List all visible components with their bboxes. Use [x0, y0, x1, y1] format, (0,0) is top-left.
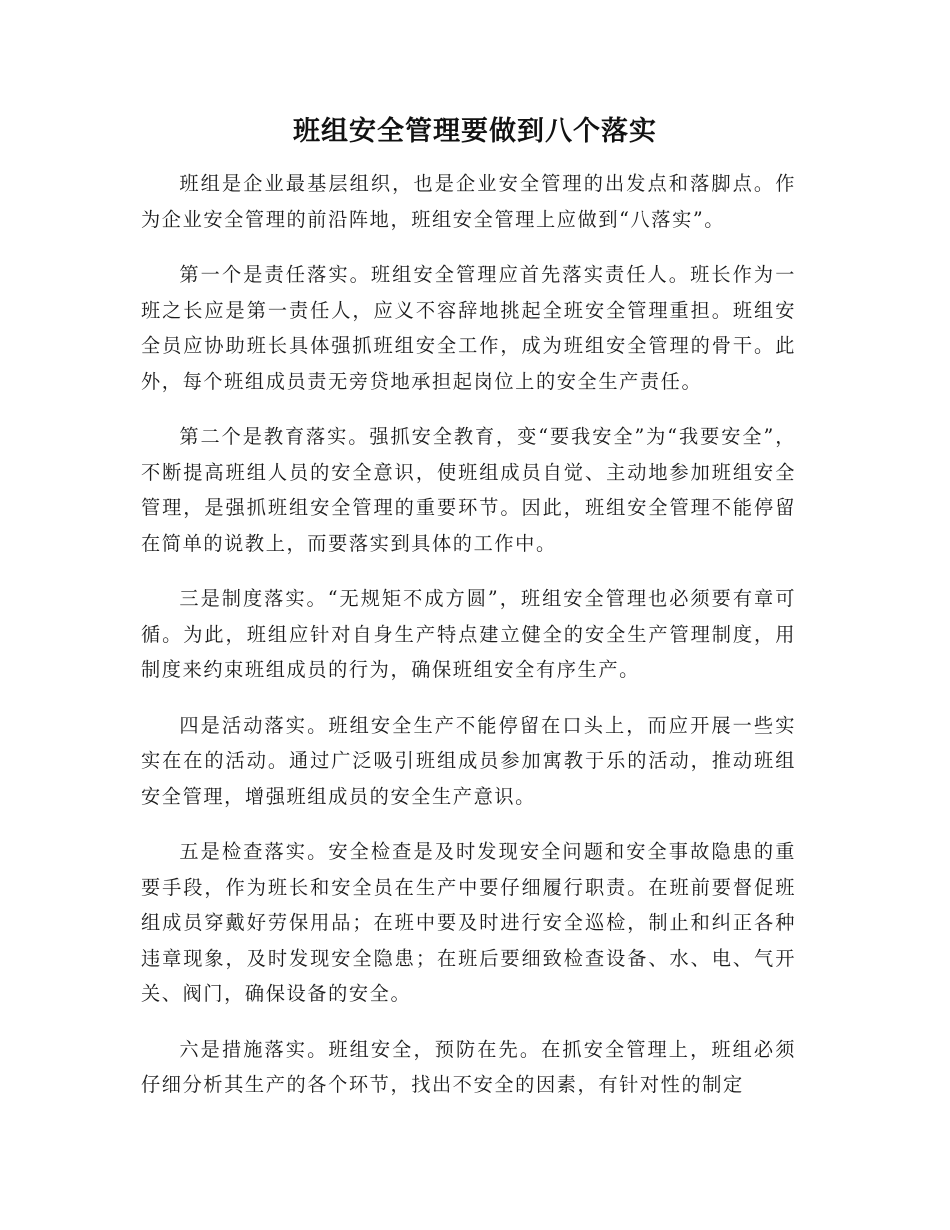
paragraph-activity: 四是活动落实。班组安全生产不能停留在口头上，而应开展一些实实在在的活动。通过广泛吸引班组成员参加寓教于乐的活动，推动班组安全管理，增强班组成员的安全生产意识。	[141, 713, 796, 808]
document-body	[141, 166, 796, 1123]
paragraph-education: 第二个是教育落实。强抓安全教育，变“要我安全”为“我要安全”，不断提高班组人员的安全意识，使班组成员自觉、主动地参加班组安全管理，是强抓班组安全管理的重要环节。因此，班组安全管理不能停留在简单的说教上，而要落实到具体的工作中。	[141, 425, 796, 555]
document-title: 班组安全管理要做到八个落实	[293, 116, 657, 147]
paragraph-measures: 六是措施落实。班组安全，预防在先。在抓安全管理上，班组必须仔细分析其生产的各个环节，找出不安全的因素，有针对性的制定	[141, 1037, 796, 1096]
paragraph-intro: 班组是企业最基层组织，也是企业安全管理的出发点和落脚点。作为企业安全管理的前沿阵地，班组安全管理上应做到“八落实”。	[141, 172, 796, 231]
paragraph-responsibility: 第一个是责任落实。班组安全管理应首先落实责任人。班长作为一班之长应是第一责任人，应义不容辞地挑起全班安全管理重担。班组安全员应协助班长具体强抓班组安全工作，成为班组安全管理的骨干。此外，每个班组成员责无旁贷地承担起岗位上的安全生产责任。	[141, 263, 796, 393]
paragraph-system: 三是制度落实。“无规矩不成方圆”，班组安全管理也必须要有章可循。为此，班组应针对自身生产特点建立健全的安全生产管理制度，用制度来约束班组成员的行为，确保班组安全有序生产。	[141, 587, 796, 681]
paragraph-inspection: 五是检查落实。安全检查是及时发现安全问题和安全事故隐患的重要手段，作为班长和安全员在生产中要仔细履行职责。在班前要督促班组成员穿戴好劳保用品；在班中要及时进行安全巡检，制止和纠正各种违章现象，及时发现安全隐患；在班后要细致检查设备、水、电、气开关、阀门，确保设备的安全。	[141, 840, 796, 1005]
